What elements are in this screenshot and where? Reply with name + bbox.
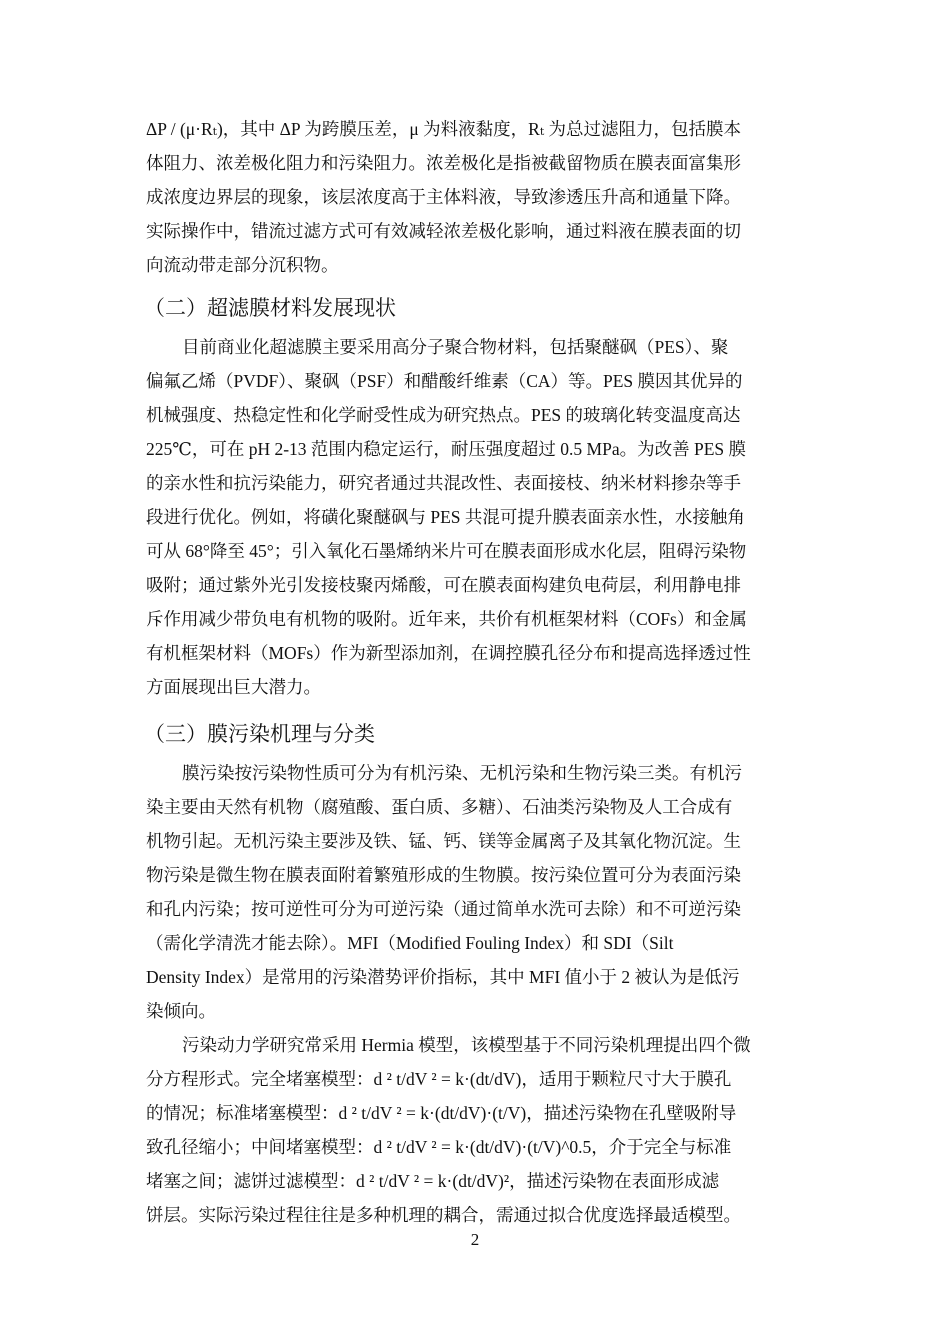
text-line: 可从 68°降至 45°；引入氧化石墨烯纳米片可在膜表面形成水化层，阻碍污染物 xyxy=(146,541,747,561)
text-line: 有机框架材料（MOFs）作为新型添加剂，在调控膜孔径分布和提高选择透过性 xyxy=(146,643,751,663)
text-line: 饼层。实际污染过程往往是多种机理的耦合，需通过拟合优度选择最适模型。 xyxy=(146,1205,741,1225)
section-heading: （二）超滤膜材料发展现状 xyxy=(144,296,396,320)
text-line: 成浓度边界层的现象，该层浓度高于主体料液，导致渗透压升高和通量下降。 xyxy=(146,187,741,207)
text-line: 污染动力学研究常采用 Hermia 模型，该模型基于不同污染机理提出四个微 xyxy=(182,1035,751,1055)
page-number: 2 xyxy=(470,1230,480,1249)
text-line: 225℃，可在 pH 2-13 范围内稳定运行，耐压强度超过 0.5 MPa。为改善 PES 膜 xyxy=(146,439,747,459)
text-line: ΔP / (μ·Rₜ)，其中 ΔP 为跨膜压差，μ 为料液黏度，Rₜ 为总过滤阻力，包括膜本 xyxy=(146,119,742,139)
text-line: 染倾向。 xyxy=(146,1001,216,1021)
text-line: 物污染是微生物在膜表面附着繁殖形成的生物膜。按污染位置可分为表面污染 xyxy=(146,865,741,885)
text-line: 吸附；通过紫外光引发接枝聚丙烯酸，可在膜表面构建负电荷层，利用静电排 xyxy=(146,575,741,595)
paragraph-intro xyxy=(146,112,810,282)
section-3 xyxy=(146,712,810,1232)
text-line: 致孔径缩小；中间堵塞模型：d ² t/dV ² = k·(dt/dV)·(t/V)^0.5，介于完全与标准 xyxy=(146,1137,732,1157)
text-line: 体阻力、浓差极化阻力和污染阻力。浓差极化是指被截留物质在膜表面富集形 xyxy=(146,153,741,173)
text-line: 偏氟乙烯（PVDF）、聚砜（PSF）和醋酸纤维素（CA）等。PES 膜因其优异的 xyxy=(146,371,743,391)
text-line: Density Index）是常用的污染潜势评价指标，其中 MFI 值小于 2 被认为是低污 xyxy=(146,967,740,987)
text-line: （需化学清洗才能去除）。MFI（Modified Fouling Index）和 SDI（Silt xyxy=(146,933,674,953)
section-heading: （三）膜污染机理与分类 xyxy=(144,722,375,746)
text-line: 堵塞之间；滤饼过滤模型：d ² t/dV ² = k·(dt/dV)²，描述污染物在表面形成滤 xyxy=(146,1171,720,1191)
text-line: 的情况；标准堵塞模型：d ² t/dV ² = k·(dt/dV)·(t/V)，描述污染物在孔壁吸附导 xyxy=(146,1103,737,1123)
text-line: 段进行优化。例如，将磺化聚醚砜与 PES 共混可提升膜表面亲水性，水接触角 xyxy=(146,507,745,527)
text-line: 分方程形式。完全堵塞模型：d ² t/dV ² = k·(dt/dV)，适用于颗粒尺寸大于膜孔 xyxy=(146,1069,732,1089)
section-2 xyxy=(146,286,810,704)
text-line: 染主要由天然有机物（腐殖酸、蛋白质、多糖）、石油类污染物及人工合成有 xyxy=(146,797,733,817)
text-line: 的亲水性和抗污染能力，研究者通过共混改性、表面接枝、纳米材料掺杂等手 xyxy=(146,473,741,493)
text-line: 斥作用减少带负电有机物的吸附。近年来，共价有机框架材料（COFs）和金属 xyxy=(146,609,747,629)
text-line: 实际操作中，错流过滤方式可有效减轻浓差极化影响，通过料液在膜表面的切 xyxy=(146,221,741,241)
text-line: 机物引起。无机污染主要涉及铁、锰、钙、镁等金属离子及其氧化物沉淀。生 xyxy=(146,831,741,851)
text-line: 目前商业化超滤膜主要采用高分子聚合物材料，包括聚醚砜（PES）、聚 xyxy=(182,337,729,357)
text-line: 和孔内污染；按可逆性可分为可逆污染（通过简单水洗可去除）和不可逆污染 xyxy=(146,899,741,919)
text-line: 膜污染按污染物性质可分为有机污染、无机污染和生物污染三类。有机污 xyxy=(182,763,742,783)
text-line: 机械强度、热稳定性和化学耐受性成为研究热点。PES 的玻璃化转变温度高达 xyxy=(146,405,741,425)
text-line: 向流动带走部分沉积物。 xyxy=(146,255,339,275)
text-line: 方面展现出巨大潜力。 xyxy=(146,677,321,697)
